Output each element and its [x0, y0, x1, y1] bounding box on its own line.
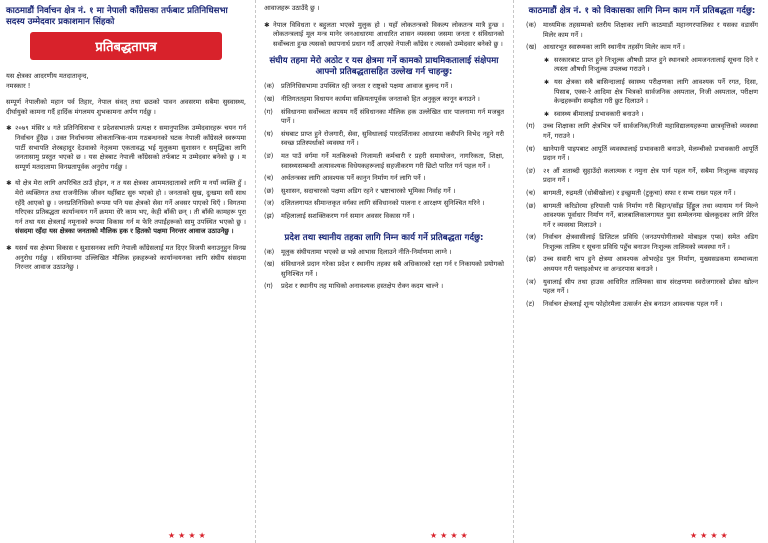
list-item: [526, 167, 758, 186]
list-item-text: बागमती, रुद्रमती (धोबीखोला) र इच्छुमती (टुकुचा) सफा र सभ्य राख्न पहल गर्ने ।: [543, 188, 736, 197]
asterisk-icon: ✱: [544, 78, 550, 86]
bullet-paragraph-3: [6, 244, 246, 273]
list-item-label: (घ): [526, 144, 536, 153]
salutation-2: नमस्कार !: [6, 81, 31, 90]
list-item: [264, 174, 504, 184]
asterisk-icon: ✱: [544, 110, 550, 118]
list-item: [264, 282, 504, 292]
sub-list-item: [526, 78, 758, 107]
list-item: [264, 199, 504, 209]
list-item: [526, 202, 758, 231]
bullet-text-1: २०७९ मंसिर ४ गते प्रतिनिधिसभा र प्रदेशसभातर्फ प्रत्यक्ष र समानुपातिक उम्मेदवारहरू चयन गर्न निर्वाचन हुँदैछ । उक्त निर्वाचनमा लोकतान्त्रिक-वाम गठबन्धनको घटक नेपाली काँग्रेसले स्वरूपमा पार्टी सभापति शेरबहादुर देउवाको नेतृत्वमा एकतावद्ध भई मुलुकमा सुशासन र समृद्धिका लागि जनतासामु प्रस्तुत भएको छ । यस क्षेत्रबाट नेपाली काँग्रेसको तर्फबाट म उम्मेदवार बनेको छु । म सम्पूर्ण मतदातामा विनम्रतापूर्वक अनुरोध गर्दछु ।: [15, 124, 246, 171]
sub-list-item: [526, 110, 758, 120]
list-item-text: युवालाई सीप तथा हाउस आधिरित तालिमका साथ संरक्षणमा स्वरोजगारको ढोका खोल्न पहल गर्ने ।: [543, 277, 758, 296]
bullet-paragraph-2: [6, 179, 246, 237]
list-item: [264, 187, 504, 197]
asterisk-icon: ✱: [544, 56, 550, 64]
list-item-text: आधारभूत स्वास्थ्यका लागि स्थानीय तहसँग मिलेर काम गर्ने ।: [543, 43, 685, 52]
list-item-text: दलितलगायत सीमान्तकृत वर्गका लागि संविधानको पालना र आरक्षण सुनिश्चित गरिने ।: [281, 199, 485, 208]
list-item-label: (ग): [264, 107, 273, 116]
list-item: [526, 145, 758, 164]
list-item-label: (क): [264, 247, 275, 256]
list-item-text: नीतिगततहमा विधायन कार्यमा सक्रियतापूर्वक जनताको हित अनुकूल कानून बनाउने ।: [281, 94, 480, 103]
list-item-text: प्रदेश र स्थानीय तह माथिको अनावश्यक हस्तक्षेप रोक्न कदम चाल्ने ।: [281, 282, 444, 291]
list-item-text: प्रतिनिधिसभामा उपस्थित रही जनता र राष्ट्रको पक्षमा आवाज बुलन्द गर्ने ।: [281, 82, 453, 91]
list-item-text: महिलालाई सशक्तिकरण गर्न समान अवसर विकास गर्ने ।: [281, 211, 415, 220]
list-item-text: संविधानमा सर्वोच्चता कायम गर्दै संविधानका मौलिक हक उल्लेखित धार पालनामा गर्न मजबुत पार्ने ।: [281, 107, 504, 126]
sub-list-text: सरकारबाट प्राप्त हुने निःशुल्क औषधी प्राप्त हुने स्थानबारे आमजनतालाई सूचना दिने र त्यस्ता औषधी निःशुल्क उपलब्ध गराउने ।: [554, 55, 758, 74]
sub-list-text: यस क्षेत्रका सबै बासिन्दालाई स्वास्थ्य परीक्षणका लागि आवश्यक पर्ने रगत, दिसा, पिसाब, एक्स-रे आदिमा क्षेत्र भित्रको सार्वजनिक अस्पताल, निजी अस्पताल, परीक्षण केन्द्रहरूसँग सम्झौता गरी छुट दिलाउने ।: [554, 77, 758, 106]
list-item-label: (च): [526, 188, 536, 197]
bullet-text-3: यसर्थ यस क्षेत्रमा विकास र सुशासनका लागि नेपाली काँग्रेसलाई मत दिएर विजयी बनाउनुहुन विनम्र अनुरोध गर्दछु । संविधानमा उल्लिखित मौलिक हकहरूको कार्यान्वयनका लागि संघीय संसदमा निरन्तर आवाज उठाउनेछु ।: [15, 243, 246, 272]
list-item: [264, 260, 504, 279]
column-middle: [256, 0, 512, 543]
constituency-list-more: [526, 122, 758, 309]
greeting-paragraph: सम्पूर्ण नेपालीको महान पर्व तिहार, नेपाल संवत् तथा छठको पावन अवसरमा सबैमा सुस्वास्थ्य, दीर्घायुको कामना गर्दै हार्दिक मंगलमय शुभकामना अर्पण गर्दछु ।: [6, 98, 246, 116]
list-item-text: मूलुक संघीयतामा भएको छ भन्ने आभास दिलाउने नीति-निर्माणमा लाग्ने ।: [281, 247, 452, 256]
list-item-label: (ख): [264, 94, 275, 103]
asterisk-icon: ✱: [264, 20, 270, 29]
list-item: [526, 43, 758, 53]
list-item: [526, 233, 758, 252]
pledge-banner: प्रतिबद्धतापत्र: [30, 32, 222, 60]
list-item: [526, 278, 758, 297]
list-item: [526, 21, 758, 40]
list-item-text: मत पाउँ वर्गमा गर्ने मतकिरुको निजामती कर्मचारी र प्रहरी समायोजन, नागरिकता, शिक्षा, स्वास्थ्यसम्बन्धी अत्यावश्यक विधेयकहरूलाई सहजीकरण गरी छिटो पारित गर्न पहल गर्ने ।: [281, 151, 504, 170]
list-item-label: (क): [264, 82, 275, 91]
list-item-text: सुशासन, सदाचारको पक्षमा अडिग रहने र भ्रष्टाचारको भूमिका निर्वाह गर्ने ।: [281, 186, 456, 195]
constituency-list: [526, 21, 758, 53]
bullet-text-democracy: नेपाल विविधता र बहुलता भएको मुलुक हो । यहाँ लोकतन्त्रको विकल्प लोकतन्त्र मात्रै हुन्छ । लोकतन्त्रलाई मूल मन्त्र मानेर जनआधारमा आधारित शासन व्यवस्था जसमा जनता र संविधानको सर्वोच्चता हुन्छ त्यसको स्थापनार्थ प्रधान गर्दै आएको नेपाली काँग्रेस र त्यसको उम्मेदवार बनेको छु ।: [273, 20, 504, 48]
list-item-label: (ख): [526, 43, 537, 52]
list-item-text: खानेपानी पाइपबाट आपूर्ति व्यवस्थालाई प्रभावकारी बनाउने, मेलम्चीको प्रभावकारी आपूर्ति प्रदान गर्ने ।: [543, 144, 758, 163]
asterisk-icon: ✱: [6, 243, 12, 252]
federal-section-heading: संघीय तहमा मेरो अठोट र यस क्षेत्रमा गर्ने कामको प्राथमिकतालाई संक्षेपमा आफ्नो प्रतिबद्धतासहित उल्लेख गर्न चाहन्छु:: [269, 56, 499, 78]
list-item-label: (झ): [264, 211, 275, 220]
health-sublist: [526, 56, 758, 120]
star-ornament: ★★★★: [168, 531, 209, 540]
list-item-label: (ज): [526, 233, 537, 242]
list-item: [264, 95, 504, 105]
bullet-emphasis: संसदमा रहँदा यस क्षेत्रका जनताको मौलिक हक र हितको पक्षमा निरन्तर आवाज उठाउनेछु ।: [15, 227, 234, 236]
list-item: [264, 130, 504, 149]
candidate-heading: काठमाडौं निर्वाचन क्षेत्र नं. १ मा नेपाली काँग्रेसका तर्फबाट प्रतिनिधिसभा सदस्य उम्मेदवार प्रकाशमान सिंहको: [6, 6, 228, 27]
sub-list-text: स्वास्थ्य बीमालाई प्रभावकारी बनाउने ।: [554, 109, 644, 118]
list-item: [264, 248, 504, 258]
list-item-label: (घ): [264, 129, 274, 138]
asterisk-icon: ✱: [6, 124, 12, 133]
star-ornament: ★★★★: [690, 531, 731, 540]
federal-list: [264, 82, 504, 221]
list-item: [264, 82, 504, 92]
list-item-text: २१ औं शताब्दी सुहाउँदो कलात्मक र नमुना क्षेत्र पार्न पहल गर्ने, सबैमा निःशुल्क वाइफाइ प्रदान गर्ने ।: [543, 166, 758, 185]
asterisk-icon: ✱: [6, 179, 12, 188]
list-item-text: निर्वाचन क्षेत्रवासीलाई डिजिटल प्रविधि (जनउपयोगीताको मोबाइल एप्स) समेत अडिग निःशुल्क तालिम र सूचना प्रविधि पहुँच बनाउन निःशुल्क तालिमको व्यवस्था गर्ने ।: [543, 233, 758, 251]
list-item-label: (ज): [264, 199, 275, 208]
bullet-paragraph-democracy: [264, 21, 504, 50]
star-ornament: ★★★★: [430, 531, 471, 540]
salutation-1: यस क्षेत्रका आदरणीय मतदातावृन्द,: [6, 72, 89, 80]
list-item: [526, 122, 758, 141]
list-item-text: संघबाट प्राप्त हुने रोजगारी, सेवा, सुविधालाई पारदर्शिताका आधारमा कसैपनि विभेद नहुने गरी स्वच्छ प्रतिस्पर्धाको व्यवस्था गर्ने ।: [281, 129, 504, 148]
list-item-label: (ङ): [526, 166, 536, 175]
column-right: [514, 0, 768, 543]
province-list: [264, 248, 504, 292]
list-item-label: (झ): [526, 255, 537, 264]
list-item-text: निर्वाचन क्षेत्रलाई शून्य फोहोरमैला उत्सर्जन क्षेत्र बनाउन आवश्यक पहल गर्ने ।: [543, 299, 723, 308]
bullet-paragraph-1: [6, 124, 246, 172]
constituency-heading: काठमाडौं क्षेत्र नं. १ को विकासका लागि निम्न काम गर्ने प्रतिबद्धता गर्दछु:: [528, 6, 756, 16]
list-item-label: (ग): [264, 282, 273, 291]
list-item-label: (ख): [264, 260, 275, 269]
list-item-label: (क): [526, 21, 537, 29]
bullet-text-2: यो क्षेत्र मेरा लागि अपरिचित ठाउँ होइन, न त यस क्षेत्रका आममतदाताको लागि म नयाँ व्यक्ति हुँ । मेरो व्यक्तिगत तथा राजनीतिक जीवन यहीँबाट सुरु भएको हो । जनताको सुख, दुःखमा सधैं साथ रहँदै आएको छु । जनप्रतिनिधिको रूपमा पनि यस क्षेत्रको सेवा गर्ने अवसर पाएको थिएँ । विगतमा गरिएका प्रतिबद्धता कार्यान्वयन गर्ने क्रममा धेरै काम भए, केही बाँकी छन् । ती बाँकी कामहरू पूरा गर्न तथा यस क्षेत्रलाई नमूनाको रूपमा विकास गर्न म फेरि तपाईंहरूको सामु उपस्थित भएको छु ।: [15, 179, 246, 226]
list-item-text: उच्च शिक्षाका लागि क्षेत्रभित्र पर्ने सार्वजनिक/निजी महाविद्यालयहरूमा छात्रवृत्तिको व्यवस्था गर्ने, गराउने ।: [543, 122, 758, 140]
list-item-label: (च): [264, 174, 274, 183]
list-item-label: (ङ): [264, 151, 274, 160]
province-section-heading: प्रदेश तथा स्थानीय तहका लागि निम्न कार्य गर्ने प्रतिबद्धता गर्दछु:: [284, 232, 484, 243]
list-item-label: (छ): [264, 186, 274, 195]
list-item: [264, 212, 504, 222]
list-item-label: (ट): [526, 299, 535, 308]
list-item-label: (ग): [526, 122, 535, 131]
column-left: [0, 0, 254, 543]
list-item-text: माध्यमिक तहसम्मको स्तरीय शिक्षाका लागि काठमाडौं महानगरपालिका र यसका वडासँग मिलेर काम गर्ने ।: [543, 21, 758, 39]
intro-tail: आवाजहरू उठाउँदै छु ।: [264, 4, 320, 12]
list-item: [526, 300, 758, 310]
list-item-text: अर्थतन्त्रका लागि आवश्यक पर्ने कानुन निर्माण गर्न लागि पर्ने ।: [281, 174, 426, 183]
list-item-label: (ञ): [526, 277, 537, 286]
list-item: [526, 189, 758, 199]
list-item: [264, 152, 504, 171]
sub-list-item: [526, 56, 758, 75]
list-item-text: संविधानले प्रदान गरेका प्रदेश र स्थानीय तहका सबै अधिकारको रक्षा गर्न र निकायको प्रयोगको सुनिश्चित गर्ने ।: [281, 260, 504, 278]
list-item-text: बागमती करिडोरमा हरियाली पार्क निर्माण गरी बिहान/साँझ हिँड्डुल तथा व्यायाम गर्न मिल्ने आवश्यक पूर्वाधार निर्माण गर्ने, बालबालिकालगायत युवा सम्मेलनमा खेलकूदका लागि प्रेरित गर्ने र व्यवस्था मिलाउने ।: [543, 201, 758, 229]
list-item: [526, 255, 758, 274]
list-item: [264, 108, 504, 127]
list-item-label: (छ): [526, 201, 536, 210]
list-item-text: उच्च सवारी चाप हुने क्षेत्रमा आवश्यक ओभरहेड पुल निर्माण, मुख्यसडकमा सम्भाव्यता अध्ययन गरी फ्लाइओभर वा अन्डरपास बनाउने ।: [543, 255, 758, 274]
